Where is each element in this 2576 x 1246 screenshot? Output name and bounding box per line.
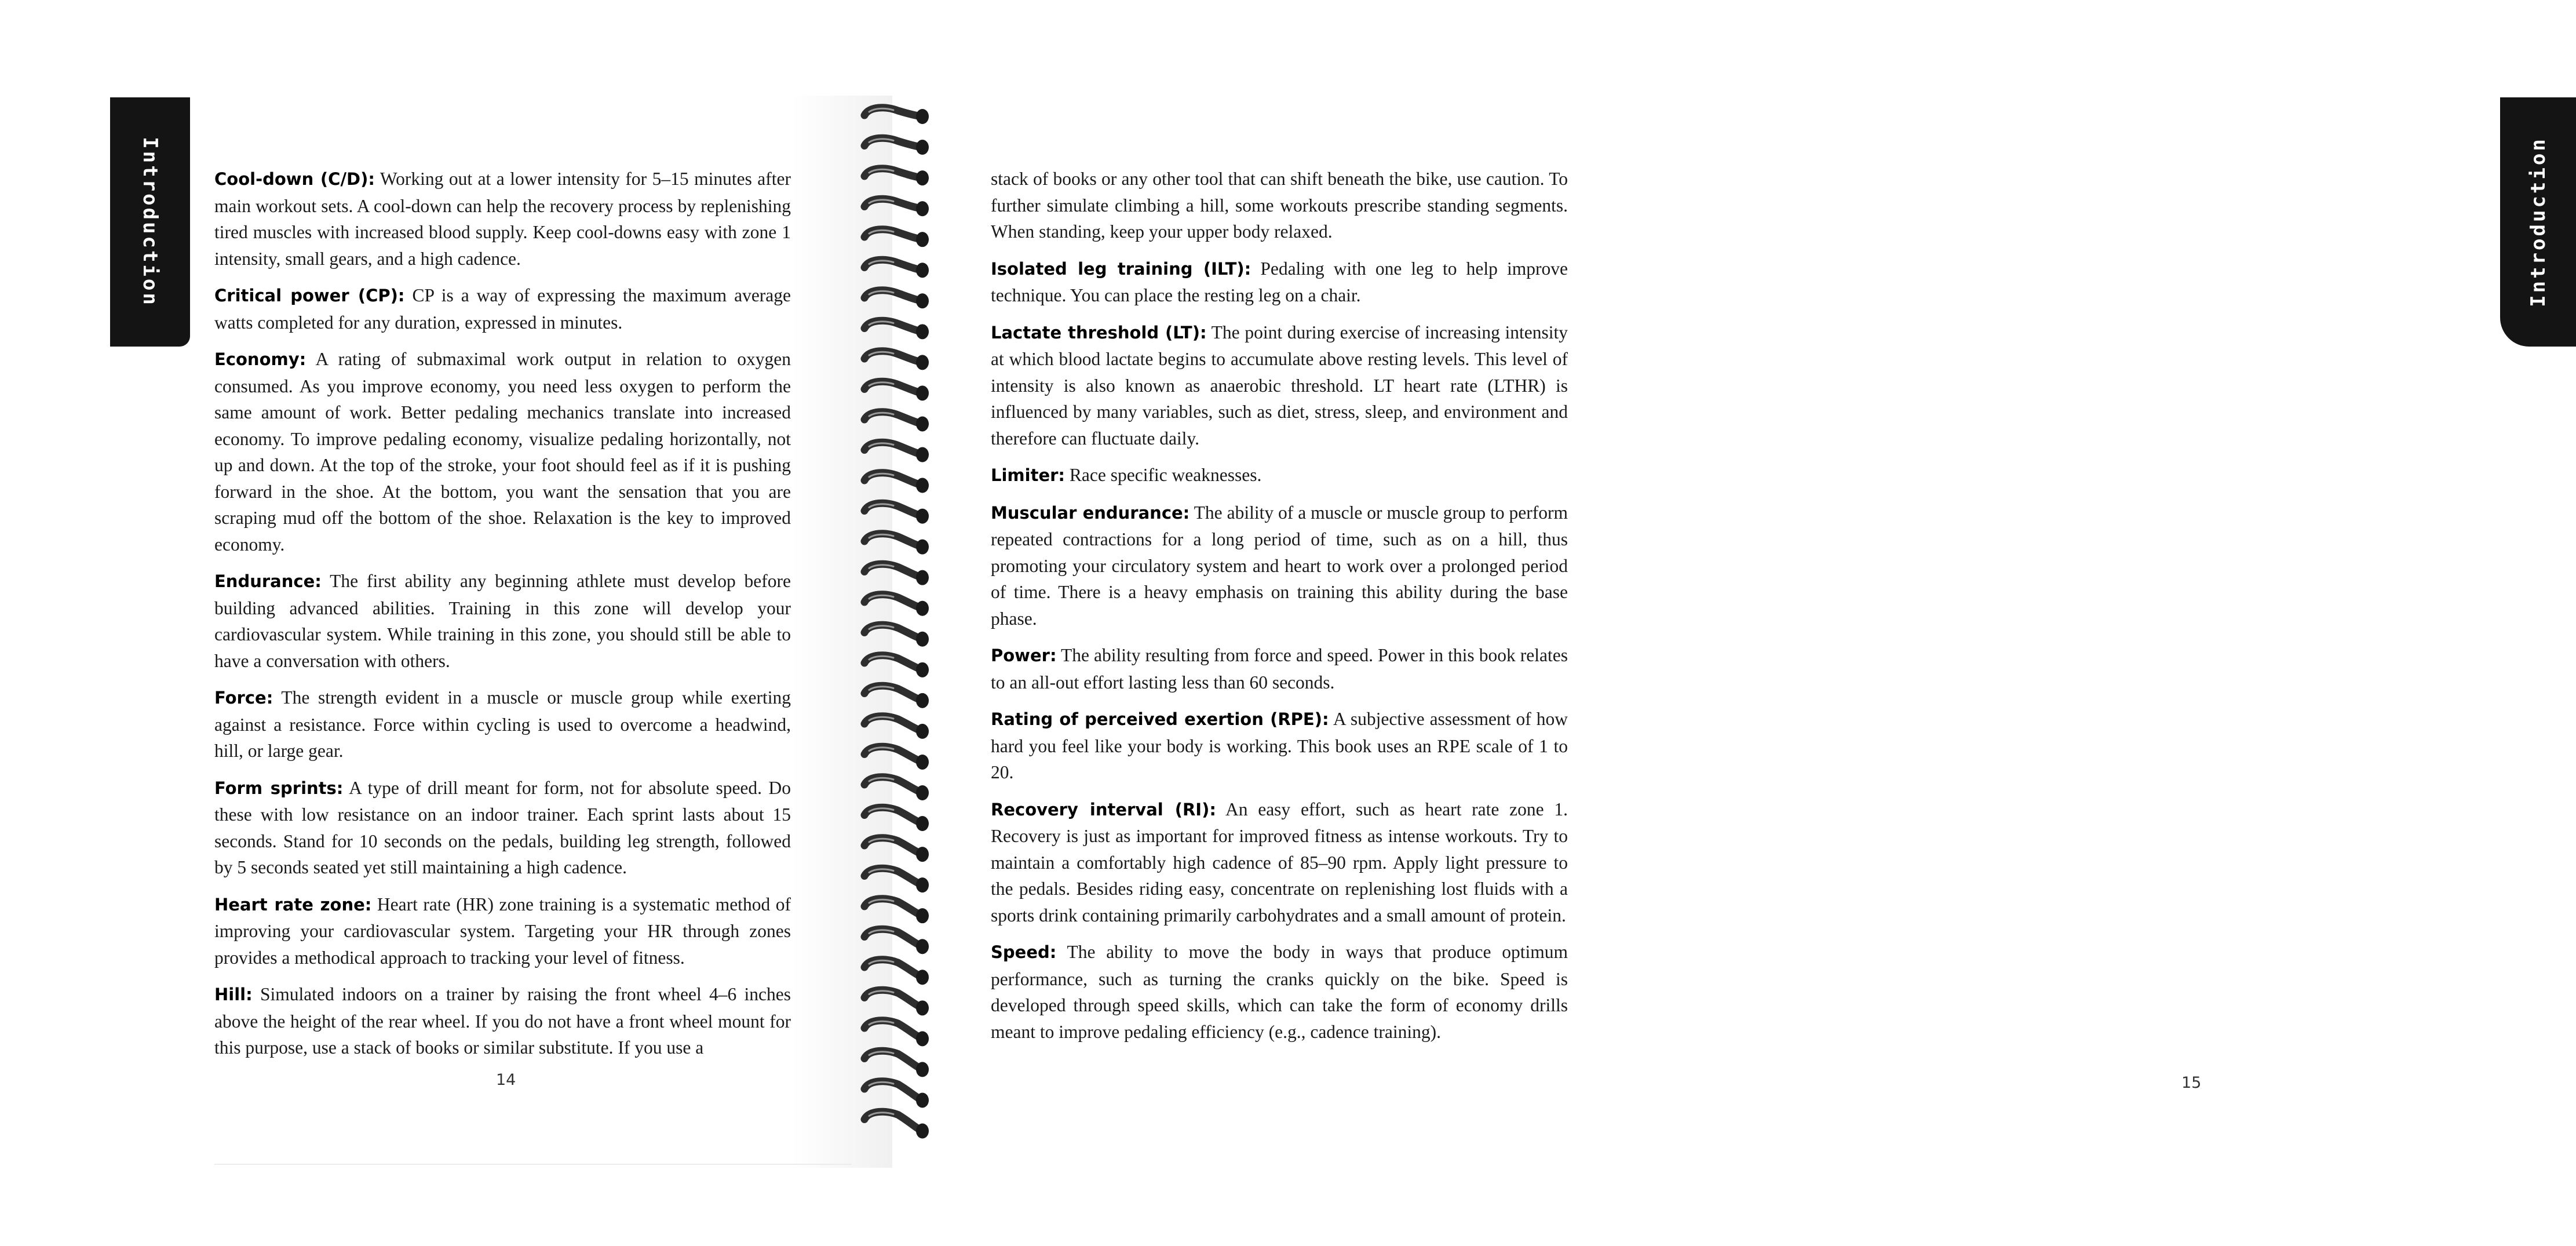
glossary-term: Force: [214, 688, 273, 708]
glossary-definition: Working out at a lower intensity for 5–15 minutes after main workout sets. A cool-down can help the recovery process by replenishing tired muscles with increased blood supply. Keep cool-downs easy with zone 1 intensity, small gears, and a high cadence. [214, 169, 791, 269]
glossary-definition: Heart rate (HR) zone training is a systematic method of improving your cardiovascular system. Targeting your HR through zones provides a methodical approach to tracking your level of fitness. [214, 894, 791, 968]
glossary-entry [214, 981, 791, 1061]
glossary-term: Power: [991, 646, 1057, 665]
continued-paragraph: stack of books or any other tool that can shift beneath the bike, use caution. To further simulate climbing a hill, some workouts prescribe standing segments. When standing, keep your upper body relaxed. [991, 169, 1568, 242]
glossary-definition: The first ability any beginning athlete must develop before building advanced abilities. Training in this zone will develop your cardiovascular system. While training in this zone, you should still be able to have a conversation with others. [214, 571, 791, 671]
glossary-entry [991, 796, 1568, 929]
page-edge-line [214, 1164, 852, 1165]
glossary-entry [214, 166, 791, 272]
glossary-term: Lactate threshold (LT): [991, 322, 1207, 343]
glossary-definition: The ability resulting from force and speed. Power in this book relates to an all-out effort lasting less than 60 seconds. [991, 645, 1568, 693]
glossary-term: Form sprints: [214, 778, 344, 798]
glossary-entry [214, 684, 791, 764]
glossary-definition: The strength evident in a muscle or muscle group while exerting against a resistance. Force within cycling is used to overcome a headwind, hill, or large gear. [214, 687, 791, 761]
glossary-entry [991, 706, 1568, 786]
section-tab-label: Introduction [138, 137, 162, 307]
glossary-entry [214, 775, 791, 881]
glossary-term: Speed: [991, 942, 1057, 962]
glossary-term: Limiter: [991, 465, 1066, 485]
glossary-entry [991, 642, 1568, 695]
glossary-term: Cool-down (C/D): [214, 169, 375, 189]
glossary-definition: CP is a way of expressing the maximum average watts completed for any duration, expressed in minutes. [214, 285, 791, 333]
glossary-entry [214, 282, 791, 336]
glossary-entry [214, 346, 791, 558]
page-number: 14 [496, 1071, 516, 1089]
glossary-term: Recovery interval (RI): [991, 799, 1216, 819]
glossary-definition: A type of drill meant for form, not for absolute speed. Do these with low resistance on an indoor trainer. Each sprint lasts about 15 seconds. Stand for 10 seconds on the pedals, building leg strength, followed by 5 seconds seated yet still maintaining a high cadence. [214, 777, 791, 877]
glossary-term: Critical power (CP): [214, 286, 405, 305]
glossary-entry [991, 462, 1568, 489]
left-page [0, 0, 852, 1246]
glossary-entry [991, 319, 1568, 452]
glossary-definition: The ability to move the body in ways that produce optimum performance, such as turning the cranks quickly on the bike. Speed is developed through speed skills, which can take the form of economy drills meant to improve pedaling efficiency (e.g., cadence training). [991, 942, 1568, 1042]
glossary-entry [991, 256, 1568, 309]
glossary-term: Muscular endurance: [991, 502, 1190, 523]
glossary-term: Heart rate zone: [214, 894, 372, 915]
glossary-term: Endurance: [214, 571, 322, 591]
glossary-definition: The point during exercise of increasing intensity at which blood lactate begins to accumulate above resting levels. This level of intensity is also known as anaerobic threshold. LT heart rate (LTHR) is influenced by many variables, such as diet, stress, sleep, and environment and therefore can fluctuate daily. [991, 322, 1568, 449]
section-tab-label: Introduction [2526, 137, 2550, 307]
glossary-definition: A rating of submaximal work output in relation to oxygen consumed. As you improve economy, you need less oxygen to perform the same amount of work. Better pedaling mechanics translate into increased economy. To improve pedaling economy, visualize pedaling horizontally, not up and down. At the top of the stroke, your foot should feel as if it is pushing forward in the shoe. At the bottom, you want the sensation that you are scraping mud off the bottom of the shoe. Relaxation is the key to improved economy. [214, 349, 791, 555]
glossary-entry [991, 500, 1568, 632]
glossary-definition: A subjective assessment of how hard you feel like your body is working. This book uses an RPE scale of 1 to 20. [991, 709, 1568, 782]
glossary-entry [214, 891, 791, 971]
section-tab-left [110, 97, 190, 347]
glossary-term: Hill: [214, 985, 253, 1004]
glossary-definition: Race specific weaknesses. [1069, 465, 1262, 485]
page-number: 15 [2181, 1074, 2202, 1092]
glossary-entry [214, 568, 791, 674]
glossary-definition: Simulated indoors on a trainer by raising the front wheel 4–6 inches above the height of the rear wheel. If you do not have a front wheel mount for this purpose, use a stack of books or similar substitute. If you use a [214, 984, 791, 1058]
glossary-term: Isolated leg training (ILT): [991, 258, 1251, 279]
glossary-column-right [991, 166, 1568, 1055]
glossary-definition: Pedaling with one leg to help improve technique. You can place the resting leg on a chair. [991, 258, 1568, 305]
glossary-definition: The ability of a muscle or muscle group to perform repeated contractions for a long period of time, such as on a hill, thus promoting your circulatory system and heart to work over a prolonged period of time. There is a heavy emphasis on training this ability during the base phase. [991, 502, 1568, 629]
glossary-term: Economy: [214, 349, 307, 369]
glossary-term: Rating of perceived exertion (RPE): [991, 709, 1329, 729]
glossary-definition: An easy effort, such as heart rate zone 1. Recovery is just as important for improved fitness as intense workouts. Try to maintain a comfortably high cadence of 85–90 rpm. Apply light pressure to the pedals. Besides riding easy, concentrate on replenishing lost fluids with a sports drink containing primarily carbohydrates and a small amount of protein. [991, 799, 1568, 926]
glossary-column-left [214, 166, 791, 1072]
section-tab-right [2500, 97, 2576, 347]
glossary-entry [991, 939, 1568, 1045]
